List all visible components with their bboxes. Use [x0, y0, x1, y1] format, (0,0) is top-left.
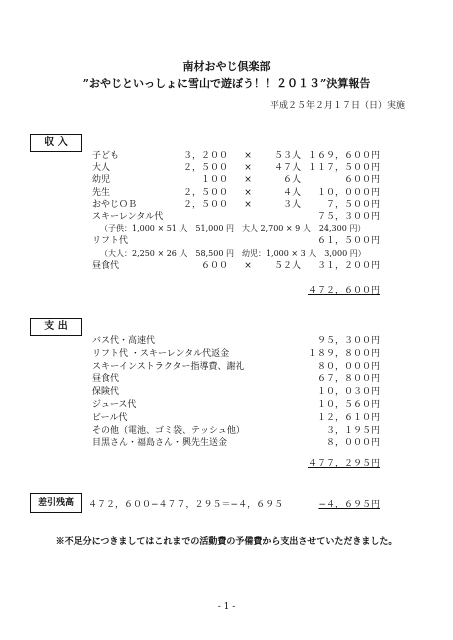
- income-note-row: [0, 223, 453, 235]
- expense-row: [0, 425, 453, 437]
- expense-row: [0, 399, 453, 411]
- multiply-sign: ×: [244, 163, 252, 174]
- income-unit-price: ２，５００: [182, 187, 228, 198]
- expense-amount: ８，０００円: [325, 438, 380, 449]
- income-label: スキーレンタル代: [92, 212, 164, 222]
- income-row: [0, 162, 453, 174]
- income-count: ４７人: [273, 163, 301, 174]
- footnote: ※不足分につきましてはこれまでの活動費の予備費から支出させていただきました。: [55, 537, 398, 547]
- income-unit-price: ６００: [200, 260, 228, 271]
- income-note-row: [0, 248, 453, 260]
- income-label: 大人: [92, 163, 111, 174]
- expense-label: リフト代 ・スキーレンタル代返金: [92, 348, 230, 359]
- expense-label: ビール代: [92, 412, 128, 423]
- income-label: 昼食代: [92, 260, 120, 271]
- income-amount: １６９，６００円: [307, 151, 380, 161]
- expense-label: ジュース代: [92, 400, 137, 410]
- expense-row: [0, 373, 453, 385]
- expense-amount: ６７，８００円: [316, 374, 380, 385]
- income-note: （子供：1,000 × 51 人 51,000 円 大人 2,700 × 9 人 24,300 円）: [100, 224, 366, 234]
- event-date: 平成２５年２月１７日（日）実施: [269, 101, 405, 111]
- expense-amount: １０，５６０円: [316, 400, 380, 410]
- income-row: [0, 199, 453, 211]
- multiply-sign: ×: [244, 199, 252, 210]
- expense-label: スキーインストラクター指導費、謝礼: [92, 361, 245, 372]
- expense-total: ４７７，２９５円: [307, 459, 380, 469]
- expense-row: [0, 348, 453, 360]
- income-label: 先生: [92, 187, 111, 198]
- income-heading: 収 入: [30, 134, 82, 152]
- expense-amount: １０，０３０円: [316, 387, 380, 398]
- income-unit-price: ２，５００: [182, 163, 228, 174]
- income-total: ４７２，６００円: [307, 286, 380, 296]
- expense-row: [0, 412, 453, 424]
- income-label: おやじＯＢ: [92, 199, 138, 210]
- income-unit-price: ２，５００: [182, 199, 228, 210]
- multiply-sign: ×: [244, 187, 252, 198]
- expense-amount: ３，１９５円: [325, 425, 380, 436]
- expense-label: 昼食代: [92, 374, 120, 385]
- income-row: [0, 260, 453, 272]
- income-row: [0, 174, 453, 186]
- multiply-sign: ×: [244, 151, 252, 161]
- income-amount: ７，５００円: [325, 199, 380, 210]
- expense-heading: 支 出: [30, 318, 82, 336]
- expense-amount: １２，６１０円: [316, 412, 380, 423]
- expense-amount: ９５，３００円: [316, 336, 380, 346]
- expense-row: [0, 437, 453, 449]
- report-title: ”おやじといっしょに雪山で遊ぼう！！２０１３”決算報告: [82, 77, 371, 90]
- expense-row: [0, 386, 453, 398]
- income-row: [0, 211, 453, 223]
- expense-amount: ８０，０００円: [316, 361, 380, 372]
- income-count: ４人: [282, 187, 301, 198]
- income-amount: ３１，２００円: [316, 260, 380, 271]
- page-number: - 1 -: [217, 602, 236, 612]
- expense-row: [0, 361, 453, 373]
- income-label: リフト代: [92, 236, 129, 247]
- expense-amount: １８９，８００円: [307, 348, 380, 359]
- income-amount: ７５，３００円: [316, 212, 380, 222]
- income-unit-price: ３，２００: [182, 151, 228, 161]
- income-amount: １１７，５００円: [307, 163, 380, 174]
- expense-label: バス代・高速代: [92, 336, 156, 346]
- income-amount: １０，０００円: [316, 187, 380, 198]
- income-row: [0, 150, 453, 162]
- expense-label: 保険代: [92, 387, 120, 398]
- expense-row: [0, 335, 453, 347]
- expense-label: 目黒さん・福島さん・興先生送金: [92, 438, 228, 449]
- difference-heading: 差引残高: [30, 493, 82, 513]
- difference-calculation: ４７２，６００−４７７，２９５＝−４，６９５: [88, 500, 284, 510]
- income-unit-price: １００: [200, 175, 228, 186]
- income-amount: ６１，５００円: [316, 236, 380, 247]
- income-row: [0, 235, 453, 247]
- income-count: ６人: [282, 175, 301, 186]
- income-count: ５２人: [273, 260, 301, 271]
- income-count: ５３人: [273, 151, 301, 161]
- income-label: 子ども: [92, 151, 120, 161]
- income-label: 幼児: [92, 175, 111, 186]
- expense-label: その他（電池、ゴミ袋、テッシュ他）: [92, 425, 245, 436]
- difference-result: −４，６９５円: [318, 500, 380, 510]
- income-row: [0, 187, 453, 199]
- income-count: ３人: [282, 199, 301, 210]
- multiply-sign: ×: [244, 260, 252, 271]
- multiply-sign: ×: [244, 175, 252, 186]
- club-title: 南材おやじ倶楽部: [182, 60, 271, 73]
- income-amount: ６００円: [343, 175, 380, 186]
- income-note: （大人：2,250 × 26 人 58,500 円 幼児：1,000 × 3 人 3,000 円）: [100, 248, 366, 258]
